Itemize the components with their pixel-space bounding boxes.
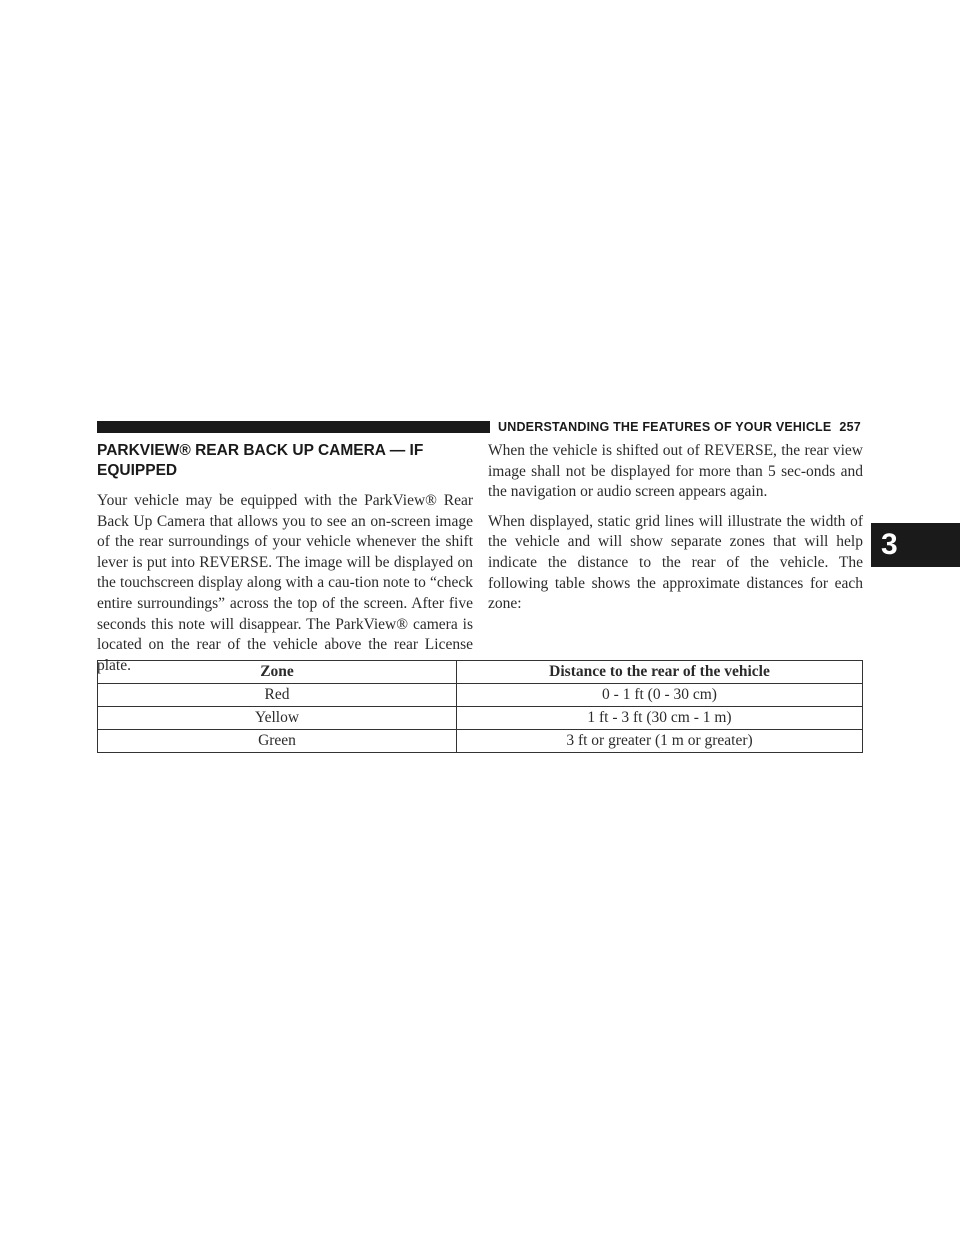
right-paragraph-1: When the vehicle is shifted out of REVERSE, the rear view image shall not be displayed for more than 5 sec-onds and the navigation or audio screen appears again.: [488, 442, 863, 501]
table-cell-distance: 1 ft - 3 ft (30 cm - 1 m): [457, 707, 863, 730]
table-row: [98, 707, 863, 730]
table-cell-zone: Green: [98, 730, 457, 753]
table-header-row: [98, 661, 863, 684]
table-row: [98, 684, 863, 707]
table-row: [98, 730, 863, 753]
table-header-distance: Distance to the rear of the vehicle: [457, 661, 863, 684]
left-column: [97, 441, 473, 685]
table-cell-zone: Yellow: [98, 707, 457, 730]
header-rule: [97, 421, 490, 433]
table-cell-distance: 3 ft or greater (1 m or greater): [457, 730, 863, 753]
right-column: [488, 441, 863, 624]
running-title: UNDERSTANDING THE FEATURES OF YOUR VEHICLE: [498, 420, 832, 434]
table-header-zone: Zone: [98, 661, 457, 684]
running-header: [498, 418, 861, 436]
right-paragraph-2: When displayed, static grid lines will illustrate the width of the vehicle and will show separate zones that will help indicate the distance to the rear of the vehicle. The following table shows the approximate distances for each zone:: [488, 512, 863, 613]
table-cell-zone: Red: [98, 684, 457, 707]
zone-distance-table: [97, 660, 863, 753]
section-title: PARKVIEW® REAR BACK UP CAMERA — IF EQUIPPED: [97, 442, 424, 479]
page-number: 257: [839, 420, 861, 434]
chapter-tab: 3: [871, 523, 960, 567]
left-paragraph: Your vehicle may be equipped with the ParkView® Rear Back Up Camera that allows you to see an on-screen image of the rear surroundings of your vehicle whenever the shift lever is put into REVERSE. The image will be displayed on the touchscreen display along with a cau-tion note to “check entire surroundings” across the top of the screen. After five seconds this note will disappear. The ParkView® camera is located on the rear of the vehicle above the rear License plate.: [97, 492, 473, 674]
table-cell-distance: 0 - 1 ft (0 - 30 cm): [457, 684, 863, 707]
